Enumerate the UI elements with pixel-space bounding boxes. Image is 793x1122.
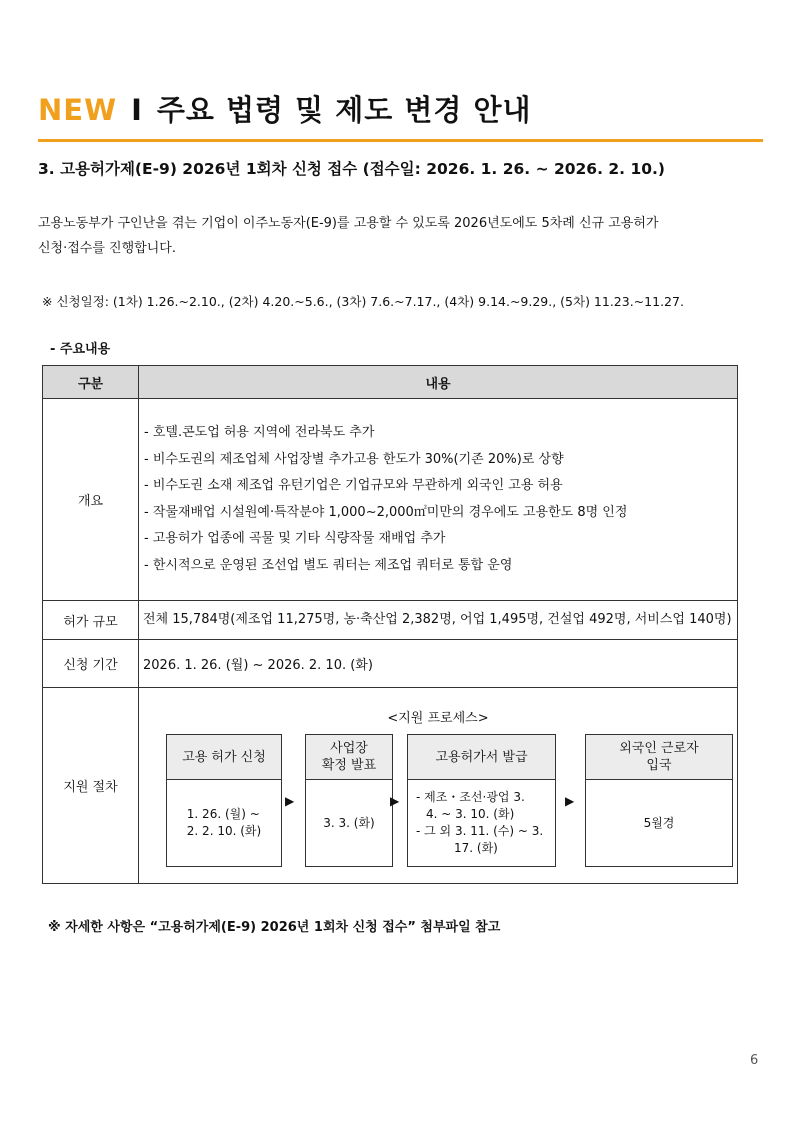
process-title: <지원 프로세스> [387, 711, 489, 726]
schedule-note: ※ 신청일정: (1차) 1.26.~2.10., (2차) 4.20.~5.6., (3차) 7.6.~7.17., (4차) 9.14.~9.29., (5차) 11.23.~11.27. [42, 294, 684, 309]
row-label-scale: 허가 규모 [43, 601, 139, 640]
step-issue [407, 734, 556, 867]
intro-paragraph [38, 211, 758, 261]
step-title-line: 확정 발표 [321, 758, 377, 773]
period-value: 2026. 1. 26. (월) ~ 2026. 2. 10. (화) [139, 640, 738, 688]
sub-heading: - 주요내용 [50, 342, 111, 357]
row-label-period: 신청 기간 [43, 640, 139, 688]
step-body-line: - 그 외 3. 11. (수) ~ 3. [416, 824, 544, 838]
arrow-icon: ▶ [285, 794, 295, 808]
step-body-line: 4. ~ 3. 10. (화) [426, 807, 515, 821]
table-row [43, 688, 738, 884]
step-body-line: - 제조・조선·광업 3. [416, 790, 525, 804]
step-body [167, 780, 281, 866]
table-row [43, 640, 738, 688]
list-item: - 한시적으로 운영된 조선업 별도 쿼터는 제조업 쿼터로 통합 운영 [144, 557, 513, 573]
step-apply [166, 734, 282, 867]
col-header-category: 구분 [43, 366, 139, 399]
list-item: - 비수도권의 제조업체 사업장별 추가고용 한도가 30%(기존 20%)로 상향 [144, 451, 564, 467]
step-title-line: 입국 [646, 758, 672, 773]
step-body-line: 1. 26. (월) ~ [186, 807, 260, 821]
step-body: 5월경 [643, 815, 675, 830]
header-separator: I [131, 93, 143, 127]
main-table [42, 365, 738, 884]
table-row [43, 399, 738, 601]
step-title-line: 외국인 근로자 [619, 741, 699, 756]
arrow-icon: ▶ [565, 794, 575, 808]
step-body-line: 2. 2. 10. (화) [186, 824, 262, 838]
intro-line: 고용노동부가 구인난을 겪는 기업이 이주노동자(E-9)를 고용할 수 있도록 2026년도에도 5차례 신규 고용허가 [38, 216, 659, 231]
step-title-line: 사업장 [330, 741, 368, 756]
col-header-content: 내용 [139, 366, 738, 399]
list-item: - 작물재배업 시설원예·특작분야 1,000~2,000㎡미만의 경우에도 고용한도 8명 인정 [144, 504, 628, 520]
overview-content [139, 399, 738, 601]
table-header-row [43, 366, 738, 399]
table-row [43, 601, 738, 640]
step-entry [585, 734, 733, 867]
arrow-icon: ▶ [390, 794, 400, 808]
step-body-line: 17. (화) [454, 841, 498, 855]
page-header [38, 88, 532, 129]
step-title [306, 735, 392, 780]
step-title: 고용 허가 신청 [167, 735, 281, 780]
new-label: NEW [38, 93, 118, 127]
scale-value: 전체 15,784명(제조업 11,275명, 농·축산업 2,382명, 어업 1,495명, 건설업 492명, 서비스업 140명) [139, 601, 738, 640]
section-title: 3. 고용허가제(E-9) 2026년 1회차 신청 접수 (접수일: 2026. 1. 26. ~ 2026. 2. 10.) [38, 160, 665, 178]
process-diagram [140, 689, 736, 882]
row-label-procedure: 지원 절차 [43, 688, 139, 884]
step-confirm [305, 734, 393, 867]
row-label-overview: 개요 [43, 399, 139, 601]
step-body [408, 780, 555, 866]
page-number: 6 [750, 1053, 759, 1068]
step-title: 고용허가서 발급 [408, 735, 555, 780]
procedure-cell [139, 688, 738, 884]
header-divider [38, 139, 763, 142]
step-body: 3. 3. (화) [323, 815, 375, 830]
footnote: ※ 자세한 사항은 “고용허가제(E-9) 2026년 1회차 신청 접수” 첨부파일 참고 [48, 920, 501, 935]
page-title: 주요 법령 및 제도 변경 안내 [156, 93, 532, 127]
list-item: - 호텔.콘도업 허용 지역에 전라북도 추가 [144, 425, 375, 440]
intro-line: 신청·접수를 진행합니다. [38, 241, 176, 256]
list-item: - 고용허가 업종에 곡물 및 기타 식량작물 재배업 추가 [144, 531, 446, 546]
list-item: - 비수도권 소재 제조업 유턴기업은 기업규모와 무관하게 외국인 고용 허용 [144, 478, 563, 493]
step-title [586, 735, 732, 780]
